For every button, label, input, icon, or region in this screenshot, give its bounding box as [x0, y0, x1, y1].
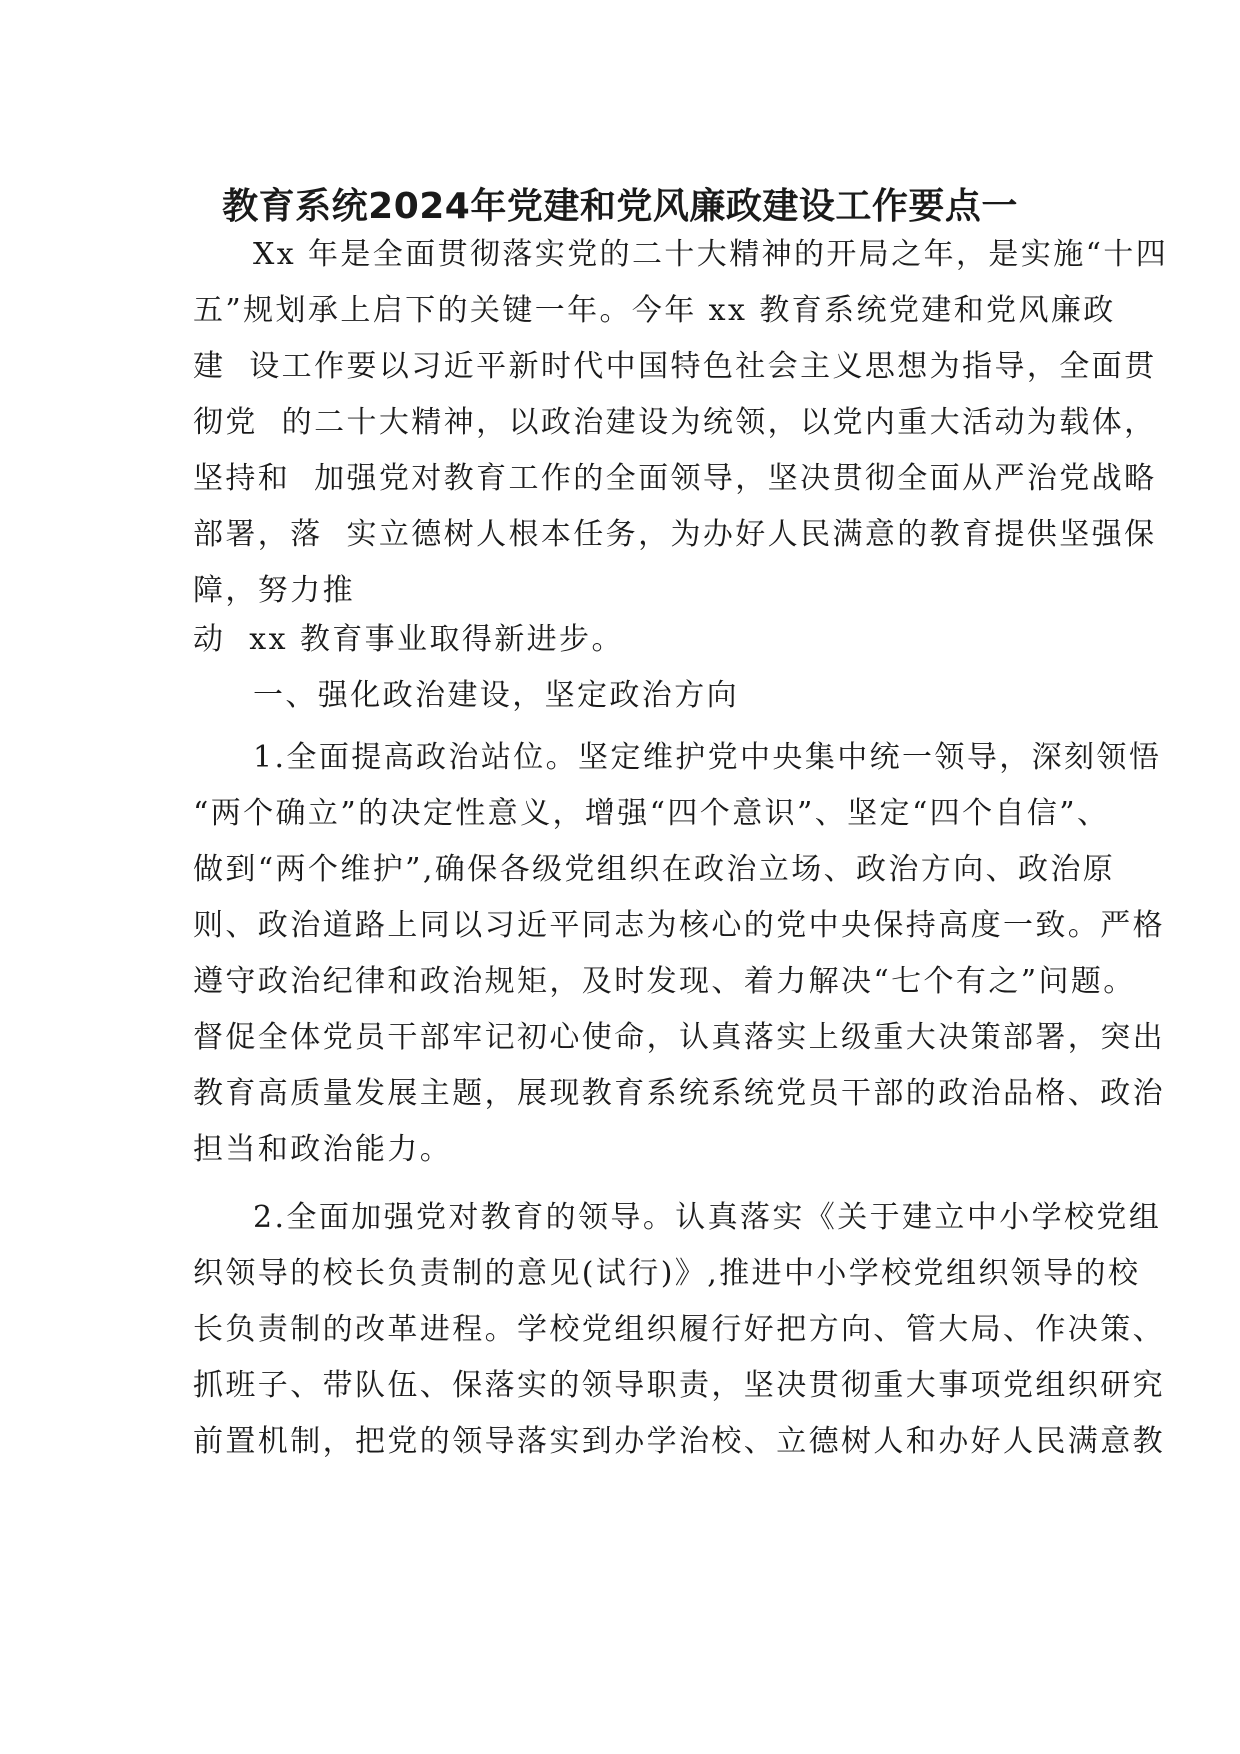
paragraph-line: 则、政治道路上同以习近平同志为核心的党中央保持高度一致。严格 — [193, 908, 1165, 943]
paragraph-line: 建 设工作要以习近平新时代中国特色社会主义思想为指导，全面贯 — [193, 349, 1157, 384]
paragraph-line: 遵守政治纪律和政治规矩，及时发现、着力解决“七个有之”问题。 — [193, 964, 1136, 999]
paragraph-line: 部署，落 实立德树人根本任务，为办好人民满意的教育提供坚强保 — [193, 517, 1157, 552]
paragraph-line: 彻党 的二十大精神，以政治建设为统领，以党内重大活动为载体， — [193, 405, 1157, 440]
paragraph-line: 动 xx 教育事业取得新进步。 — [193, 622, 624, 657]
paragraph-line: 五”规划承上启下的关键一年。今年 xx 教育系统党建和党风廉政 — [193, 293, 1116, 328]
paragraph-line: 做到“两个维护”,确保各级党组织在政治立场、政治方向、政治原 — [193, 852, 1116, 887]
paragraph-line: 2.全面加强党对教育的领导。认真落实《关于建立中小学校党组 — [253, 1200, 1162, 1235]
paragraph-line: 坚持和 加强党对教育工作的全面领导，坚决贯彻全面从严治党战略 — [193, 461, 1157, 496]
paragraph-line: 教育高质量发展主题，展现教育系统系统党员干部的政治品格、政治 — [193, 1076, 1165, 1111]
paragraph-line: Xx 年是全面贯彻落实党的二十大精神的开局之年，是实施“十四 — [253, 237, 1169, 272]
paragraph-line: 担当和政治能力。 — [193, 1132, 453, 1167]
paragraph-line: 1.全面提高政治站位。坚定维护党中央集中统一领导，深刻领悟 — [253, 740, 1162, 775]
paragraph-line: 长负责制的改革进程。学校党组织履行好把方向、管大局、作决策、 — [193, 1312, 1165, 1347]
section-heading: 一、强化政治建设，坚定政治方向 — [253, 678, 739, 713]
paragraph-line: 抓班子、带队伍、保落实的领导职责，坚决贯彻重大事项党组织研究 — [193, 1368, 1165, 1403]
paragraph-line: 督促全体党员干部牢记初心使命，认真落实上级重大决策部署，突出 — [193, 1020, 1165, 1055]
paragraph-line: 织领导的校长负责制的意见(试行)》,推进中小学校党组织领导的校 — [193, 1256, 1141, 1291]
paragraph-line: 前置机制，把党的领导落实到办学治校、立德树人和办好人民满意教 — [193, 1424, 1165, 1459]
document-title: 教育系统2024年党建和党风廉政建设工作要点一 — [222, 186, 1018, 227]
paragraph-line: 障，努力推 — [193, 573, 355, 608]
paragraph-line: “两个确立”的决定性意义，增强“四个意识”、坚定“四个自信”、 — [193, 796, 1110, 831]
